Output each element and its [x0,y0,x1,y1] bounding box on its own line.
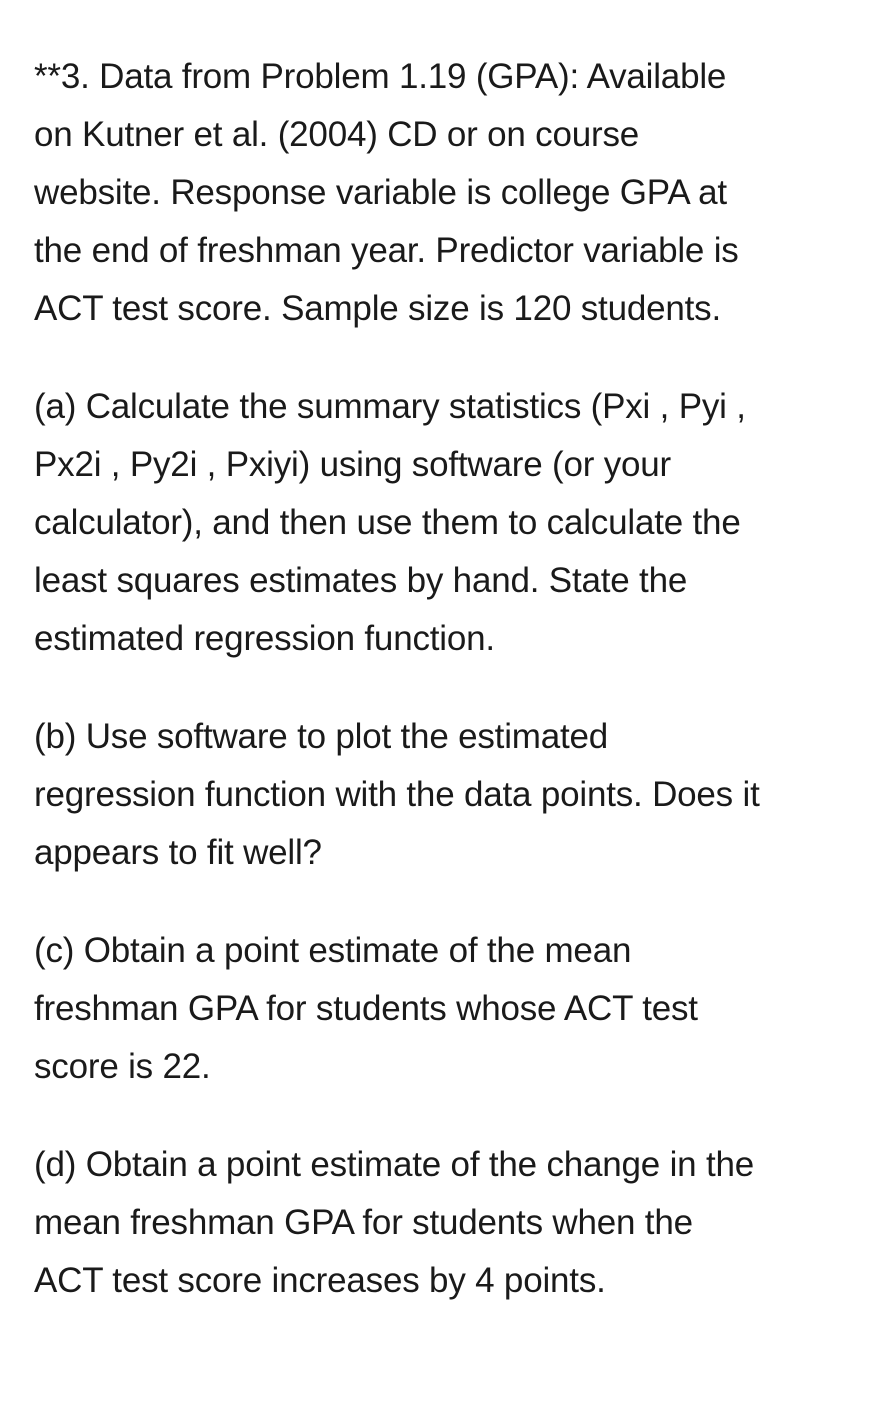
part-b: (b) Use software to plot the estimated regression function with the data points. Does it appears to fit well? [34,717,760,872]
part-a: (a) Calculate the summary statistics (Pxi , Pyi , Px2i , Py2i , Pxiyi) using software (or your calculator), and then use them to calculate the least squares estimates by hand. State the estimated regression function. [34,387,746,658]
part-c: (c) Obtain a point estimate of the mean freshman GPA for students whose ACT test score is 22. [34,931,698,1086]
part-d: (d) Obtain a point estimate of the change in the mean freshman GPA for students when the ACT test score increases by 4 points. [34,1145,755,1300]
problem-intro: **3. Data from Problem 1.19 (GPA): Available on Kutner et al. (2004) CD or on course website. Response variable is college GPA at the end of freshman year. Predictor variable is ACT test score. Sample size is 120 students. [34,57,739,328]
problem-text [34,48,764,1350]
